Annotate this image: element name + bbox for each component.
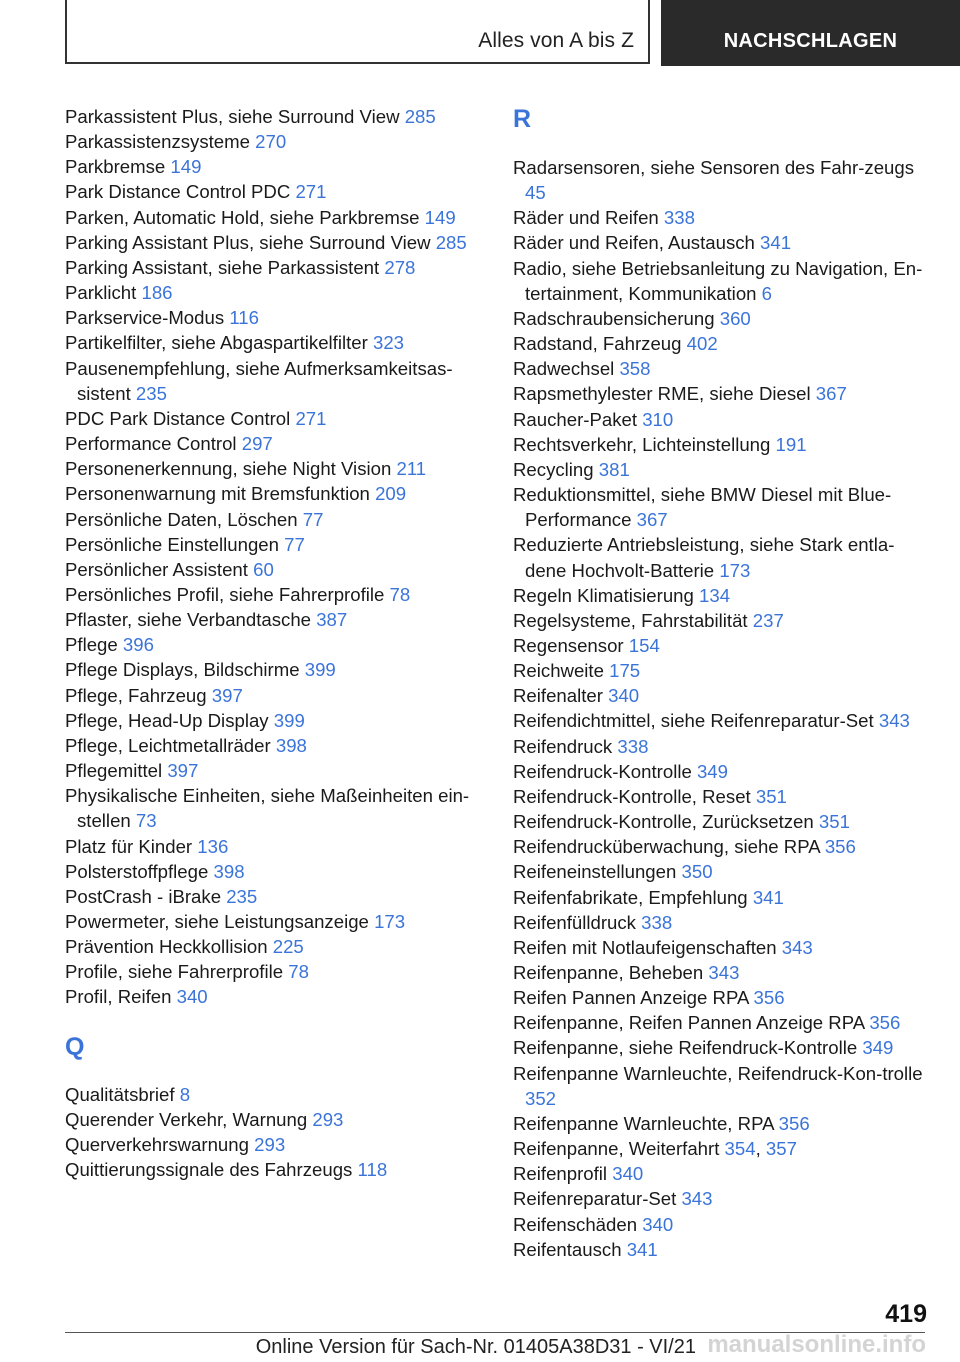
page-link[interactable]: 349 [696,760,728,782]
page-link[interactable]: 310 [642,408,674,430]
index-entry [65,456,485,481]
index-list-p [65,104,485,1010]
page-link[interactable]: 396 [122,634,154,656]
watermark [707,1331,926,1359]
index-entry-label: Persönliche Einstellungen [65,533,279,555]
page-link[interactable]: 357 [765,1138,797,1160]
page-link[interactable]: 340 [176,986,208,1008]
index-entry [65,255,485,280]
page-link[interactable]: 402 [686,333,718,355]
index-entry-label: Reifenfülldruck [513,911,636,933]
page-link[interactable]: 73 [135,810,157,832]
index-entry [513,608,933,633]
page-link[interactable]: 323 [372,332,405,354]
section-tab-label: NACHSCHLAGEN [723,29,898,52]
index-entry [65,280,485,305]
index-column-right [513,104,933,1262]
page-link[interactable]: 78 [288,961,309,983]
index-entry [65,507,485,532]
index-entry-label: Rechtsverkehr, Lichteinstellung [513,433,771,455]
index-entry [65,708,485,733]
page-link[interactable]: 77 [284,533,305,555]
index-entry [513,432,933,457]
page-link[interactable]: 398 [213,860,245,882]
index-entry [513,256,933,306]
index-entry-label: Regensensor [513,634,624,656]
index-entry-label: Radstand, Fahrzeug [513,333,682,355]
watermark-visible: manualsonline.info [707,1331,926,1358]
page-link[interactable]: 352 [525,1087,557,1109]
page-link[interactable]: 78 [389,583,411,605]
index-entry [65,356,485,406]
index-entry [65,330,485,355]
index-entry-label: Reifenprofil [513,1163,608,1185]
index-entry-label: Regelsysteme, Fahrstabilität [513,609,748,631]
index-entry [513,734,933,759]
index-entry-label: Pausenempfehlung, siehe Aufmerksamkeitsas-sistent [65,357,453,404]
index-entry [65,607,485,632]
index-entry [65,154,485,179]
header-frame [65,0,650,64]
index-entry-label: Pflege, Leichtmetallräder [65,734,271,756]
index-entry-label: Profil, Reifen [65,986,172,1008]
page-link[interactable]: 116 [229,307,259,329]
index-entry-label: Reifendruck-Kontrolle, Reset [513,785,751,807]
index-entry-label: Querender Verkehr, Warnung [65,1108,308,1130]
index-entry [513,910,933,935]
page-link[interactable]: 235 [135,382,167,404]
index-list-r [513,155,933,1262]
index-entry-label: Reifenpanne, Reifen Pannen Anzeige RPA [513,1012,865,1034]
index-entry-label: Performance Control [65,433,237,455]
page-link[interactable]: 397 [211,684,243,706]
index-entry-label: Quittierungssignale des Fahrzeugs [65,1159,353,1181]
index-entry-label: Recycling [513,458,594,480]
page-link[interactable]: 341 [760,232,792,254]
index-entry [65,984,485,1009]
index-entry [513,1186,933,1211]
index-entry-label: Reifendruck [513,735,613,757]
page-link[interactable]: 381 [598,458,630,480]
index-entry-label: Reifenpanne Warnleuchte, RPA [513,1112,774,1134]
index-entry-label: Regeln Klimatisierung [513,584,694,606]
index-entry [65,431,485,456]
index-entry-label: Persönlicher Assistent [65,558,248,580]
index-entry-label: Reifenpanne, Beheben [513,962,704,983]
page-link[interactable]: 343 [781,936,813,958]
page-link[interactable]: 338 [641,911,673,933]
index-entry-label: Powermeter, siehe Leistungsanzeige [65,911,369,932]
index-entry [65,205,485,230]
index-entry [513,1111,933,1136]
index-entry-label: Reduktionsmittel, siehe BMW Diesel mit Blue-Performance [513,484,892,531]
index-entry [65,783,485,833]
page-link[interactable]: 340 [612,1163,644,1185]
index-entry [513,331,933,356]
index-entry [513,859,933,884]
page-link[interactable]: 343 [708,962,740,983]
index-entry-label: Reifenfabrikate, Empfehlung [513,886,748,908]
index-entry-label: Personenwarnung mit Bremsfunktion [65,483,370,505]
index-entry [513,482,933,532]
index-entry [513,205,933,230]
page-link[interactable]: 356 [753,987,785,1009]
letter-heading-q: Q [65,1032,85,1061]
page-link[interactable]: 211 [396,458,427,480]
index-entry-label: Raucher-Paket [513,408,638,430]
index-entry [65,657,485,682]
page-link[interactable]: 351 [818,811,850,833]
page-link[interactable]: 297 [241,433,273,455]
page-link[interactable]: 118 [357,1159,388,1181]
index-entry-label: Parkassistent Plus, siehe Surround View [65,106,400,127]
page-link[interactable]: 398 [275,734,307,756]
page-link[interactable]: 154 [628,634,660,656]
letter-heading-r: R [513,105,532,133]
page-link[interactable]: 367 [815,383,847,405]
page-link[interactable]: 285 [404,106,436,127]
index-entry [513,532,933,582]
index-entry [513,809,933,834]
index-entry-label: Reifendrucküberwachung, siehe RPA [513,836,820,858]
index-entry-label: Radwechsel [513,358,615,380]
index-entry [513,1212,933,1237]
index-entry [513,583,933,608]
page-link[interactable]: 343 [681,1188,713,1210]
index-entry [513,834,933,859]
index-entry-label: Parking Assistant, siehe Parkassistent [65,256,380,278]
index-entry [65,959,485,984]
index-entry [65,532,485,557]
page-link[interactable]: 293 [312,1108,344,1130]
index-entry-label: Rapsmethylester RME, siehe Diesel [513,383,811,405]
page-link[interactable]: 60 [253,558,274,580]
page-link[interactable]: 225 [272,936,304,958]
index-entry [513,935,933,960]
index-entry [65,632,485,657]
index-entry [513,306,933,331]
index-entry [513,1061,933,1111]
page-link[interactable]: 134 [699,584,731,606]
section-title: Alles von A bis Z [478,29,634,52]
index-list-q [65,1082,485,1183]
page-link[interactable]: 397 [167,760,199,782]
index-entry [65,104,485,129]
index-entry [65,1132,485,1157]
index-entry-label: Profile, siehe Fahrerprofile [65,961,284,983]
index-entry-label: Reifenschäden [513,1213,638,1235]
index-entry-label: Physikalische Einheiten, siehe Maßeinheiten ein-stellen [65,785,470,832]
index-entry-label: Reifendruck-Kontrolle, Zurücksetzen [513,811,814,833]
index-entry [513,1010,933,1035]
index-entry [513,658,933,683]
page-link[interactable]: 341 [626,1238,658,1260]
index-entry-label: PostCrash - iBrake [65,885,222,907]
page-link[interactable]: 285 [435,231,467,253]
index-entry [513,683,933,708]
index-entry-label: Radarsensoren, siehe Sensoren des Fahr-zeugs [513,157,915,178]
index-entry-label: Reifenpanne, Weiterfahrt [513,1138,720,1160]
index-entry-label: Parkassistenzsysteme [65,131,250,153]
page-link[interactable]: 8 [179,1083,191,1105]
page-link[interactable]: 6 [761,282,773,304]
page-link[interactable]: 387 [316,609,348,631]
index-entry [513,1161,933,1186]
index-entry-label: Pflaster, siehe Verbandtasche [65,609,312,631]
page-link[interactable]: 175 [609,660,641,682]
index-entry [65,733,485,758]
index-entry [65,834,485,859]
index-entry [513,708,933,733]
index-entry [513,1035,933,1060]
index-entry-label: Pflegemittel [65,760,163,782]
index-entry-label: Reifenreparatur-Set [513,1188,677,1210]
index-entry [65,582,485,607]
index-entry-label: Reifentausch [513,1238,622,1260]
page-link[interactable]: 77 [302,508,324,530]
page-link[interactable]: 351 [755,785,787,807]
index-entry [65,909,485,934]
index-entry-label: Personenerkennung, siehe Night Vision [65,458,392,480]
index-entry [65,859,485,884]
index-entry [513,381,933,406]
index-entry [65,406,485,431]
page-link[interactable]: 271 [295,181,327,203]
index-entry-label: PDC Park Distance Control [65,407,291,429]
page-link[interactable]: 136 [197,835,229,857]
index-entry-label: Radschraubensicherung [513,307,715,329]
index-entry-label: Radio, siehe Betriebsanleitung zu Navigation, En-tertainment, Kommunikation [513,257,923,304]
index-entry [65,1082,485,1107]
index-entry-label: Park Distance Control PDC [65,181,291,203]
index-entry [513,230,933,255]
page-link[interactable]: 338 [617,735,649,757]
index-entry [65,557,485,582]
online-version-note: Online Version für Sach-Nr. 01405A38D31 - VI/21 [255,1336,696,1358]
index-entry [513,784,933,809]
index-entry-label: Parklicht [65,282,137,304]
index-entry-label: Reifenpanne Warnleuchte, Reifendruck-Kon-trolle [513,1062,923,1084]
index-entry [65,1107,485,1132]
index-entry [65,179,485,204]
index-entry [513,960,933,985]
index-entry-label: Polsterstoffpflege [65,860,209,882]
page-link[interactable]: 356 [824,836,856,858]
index-entry-label: Prävention Heckkollision [65,936,268,958]
index-entry [65,683,485,708]
page-link[interactable]: 173 [719,559,751,581]
index-entry [65,884,485,909]
index-entry-label: Reifenpanne, siehe Reifendruck-Kontrolle [513,1037,858,1059]
index-entry-label: Reifenalter [513,685,603,707]
index-entry [513,1237,933,1262]
index-entry [65,129,485,154]
index-entry-label: Qualitätsbrief [65,1083,175,1105]
index-entry-label: Räder und Reifen [513,207,659,229]
page-link[interactable]: 354 [724,1138,756,1160]
index-entry-label: Parkbremse [65,156,166,178]
index-entry [513,759,933,784]
page-link[interactable]: 186 [141,282,173,304]
page-link[interactable]: 338 [663,207,695,229]
index-entry [513,356,933,381]
index-entry-label: Pflege, Fahrzeug [65,684,207,706]
index-entry-label: Querverkehrswarnung [65,1133,249,1155]
index-column-left [65,104,485,1182]
page-link[interactable]: 360 [719,307,751,329]
index-entry-label: Reifen mit Notlaufeigenschaften [513,936,777,958]
page-link[interactable]: 349 [862,1037,894,1059]
index-entry [513,155,933,205]
index-entry [65,481,485,506]
index-entry-label: Reifen Pannen Anzeige RPA [513,987,749,1009]
index-entry-label: Räder und Reifen, Austausch [513,232,755,254]
page-link[interactable]: 270 [255,131,287,153]
page-link[interactable]: 278 [384,256,416,278]
index-entry-label: Pflege Displays, Bildschirme [65,659,300,681]
index-entry [65,758,485,783]
index-entry-label: Platz für Kinder [65,835,193,857]
page-link[interactable]: 149 [424,206,456,228]
page-link[interactable]: 356 [778,1112,810,1134]
index-entry-label: Reifendruck-Kontrolle [513,760,692,782]
page-link[interactable]: 343 [878,710,910,732]
page-link[interactable]: 173 [374,911,406,932]
index-entry [513,885,933,910]
page-link[interactable]: 399 [304,659,336,681]
index-entry-label: Partikelfilter, siehe Abgaspartikelfilter [65,332,368,354]
page-link[interactable]: 235 [226,885,258,907]
index-entry-label: Reifendichtmittel, siehe Reifenreparatur-Set [513,710,874,732]
page-link[interactable]: 367 [636,509,668,531]
index-entry-label: Persönliches Profil, siehe Fahrerprofile [65,583,385,605]
index-entry-label: Reichweite [513,660,604,682]
page-link[interactable]: 271 [295,407,327,429]
index-entry: Reifenpanne, Weiterfahrt 354, 357 [513,1138,797,1160]
page-link[interactable]: 293 [254,1133,286,1155]
index-entry-label: Reduzierte Antriebsleistung, siehe Stark entla-dene Hochvolt-Batterie [513,534,895,581]
index-entry [65,305,485,330]
index-entry [65,1157,485,1182]
index-entry-label: Parking Assistant Plus, siehe Surround View [65,231,431,253]
index-entry-label: Parken, Automatic Hold, siehe Parkbremse [65,206,420,228]
index-entry-label: Reifeneinstellungen [513,861,677,883]
index-entry [65,230,485,255]
page-link[interactable]: 358 [619,358,651,380]
page-link[interactable]: 356 [869,1012,901,1034]
page-link[interactable]: 191 [775,433,807,455]
index-entry [513,633,933,658]
index-entry-label: Parkservice-Modus [65,307,225,329]
index-entry-label: Persönliche Daten, Löschen [65,508,298,530]
index-entry-label: Pflege [65,634,118,656]
index-entry [513,985,933,1010]
index-entry-label: Pflege, Head-Up Display [65,709,269,731]
page-number: 419 [885,1300,927,1328]
index-entry [65,934,485,959]
page-link[interactable]: 45 [525,182,546,204]
index-entry [513,457,933,482]
page-link[interactable]: 237 [752,609,784,631]
section-tab[interactable] [661,0,960,66]
page-link[interactable]: 209 [375,483,407,505]
page-link[interactable]: 340 [608,685,640,707]
page-link[interactable]: 399 [273,709,305,731]
page-link[interactable]: 350 [681,861,713,883]
page-link[interactable]: 149 [170,156,202,178]
page-link[interactable]: 340 [642,1213,674,1235]
index-entry [513,407,933,432]
page-link[interactable]: 341 [752,886,784,908]
